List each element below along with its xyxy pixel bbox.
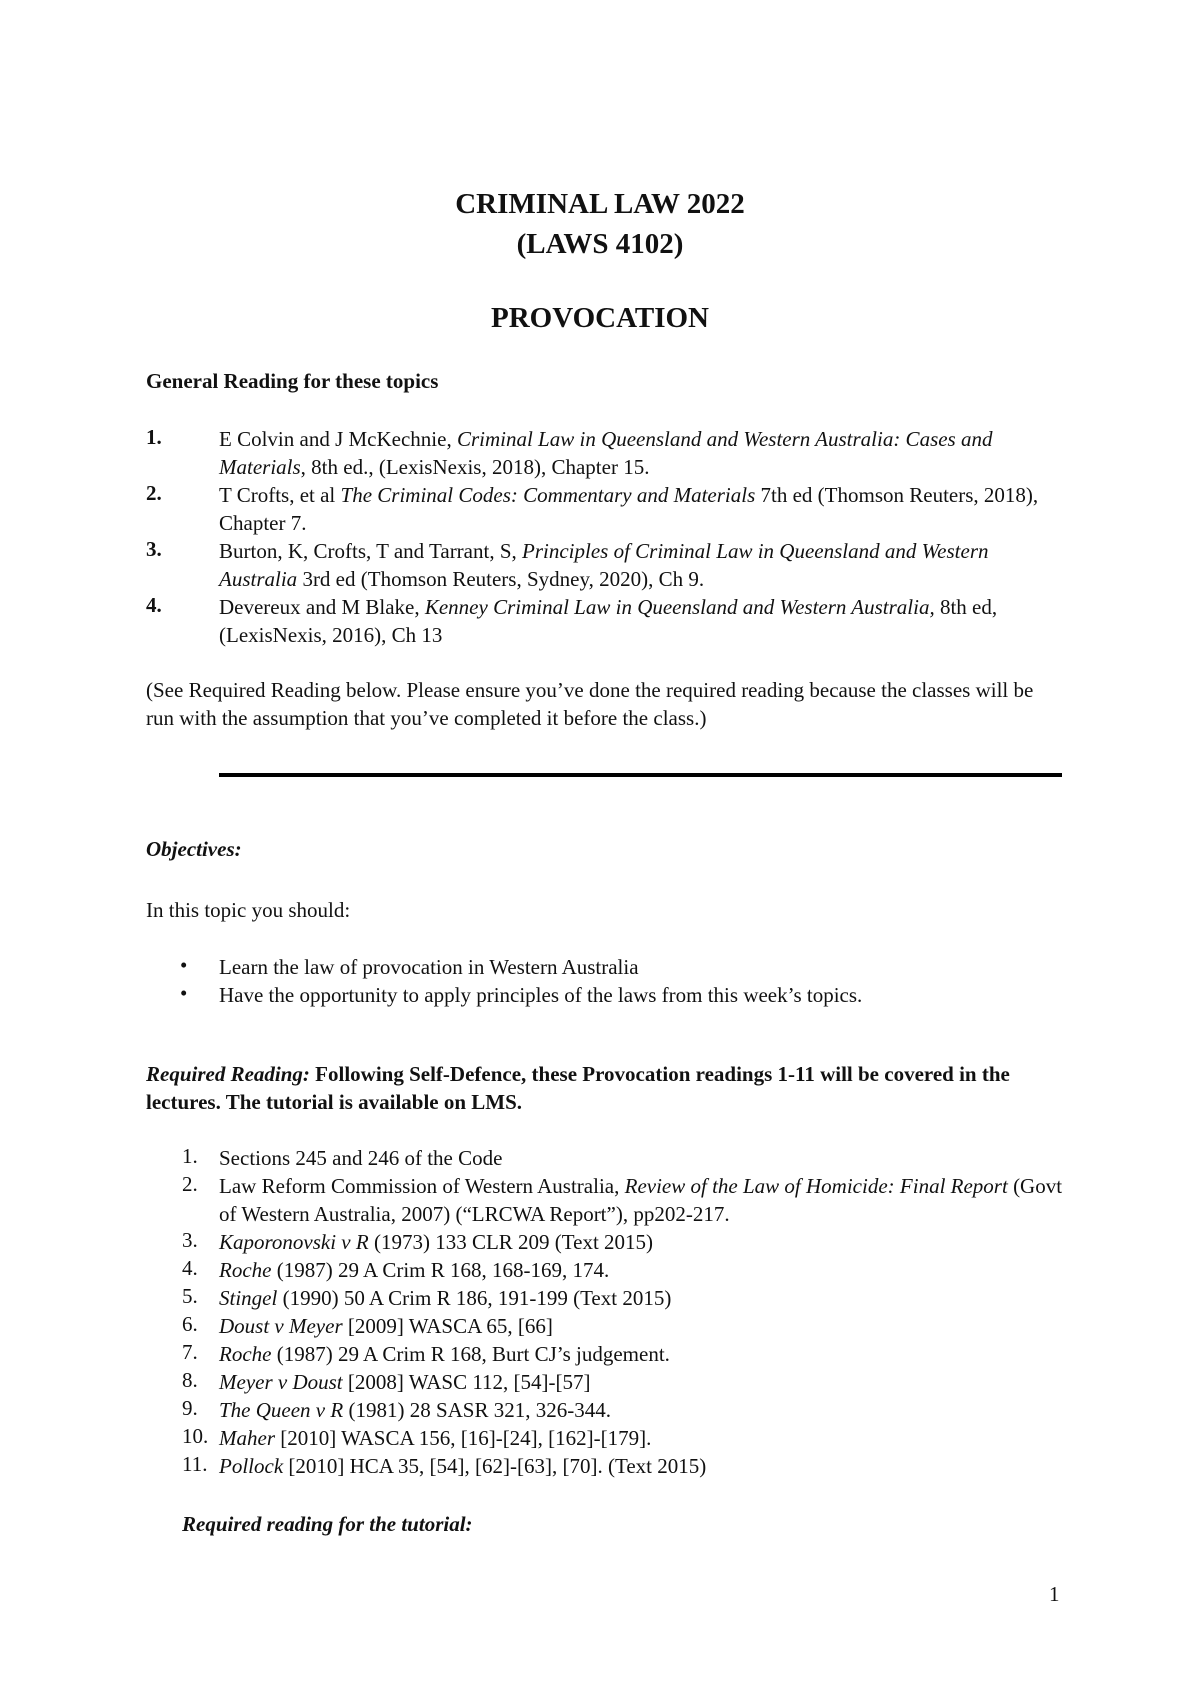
general-reading-item: T Crofts, et al The Criminal Codes: Commentary and Materials 7th ed (Thomson Reuters, 2018), Chapter 7.	[219, 483, 1039, 535]
general-reading-number: 2.	[146, 481, 162, 505]
required-reading-number: 2.	[182, 1172, 198, 1196]
objectives-heading: Objectives:	[146, 837, 242, 861]
page-number: 1	[1049, 1582, 1060, 1606]
general-reading-heading: General Reading for these topics	[146, 369, 439, 393]
required-reading-item: Roche (1987) 29 A Crim R 168, Burt CJ’s judgement.	[219, 1342, 670, 1366]
required-reading-item: Meyer v Doust [2008] WASC 112, [54]-[57]	[219, 1370, 591, 1394]
bullet-icon: •	[180, 981, 188, 1005]
objective-item: Have the opportunity to apply principles of the laws from this week’s topics.	[219, 983, 863, 1007]
bullet-icon: •	[180, 953, 188, 977]
required-reading-item: Doust v Meyer [2009] WASCA 65, [66]	[219, 1314, 553, 1338]
required-reading-number: 7.	[182, 1340, 198, 1364]
title-block	[0, 184, 1200, 338]
required-reading-number: 10.	[182, 1424, 209, 1448]
general-reading-number: 4.	[146, 593, 162, 617]
required-reading-item: Law Reform Commission of Western Australia, Review of the Law of Homicide: Final Report (Govt of Western Australia, 2007) (“LRCWA Report”), pp202-217.	[219, 1174, 1063, 1226]
general-reading-number: 1.	[146, 425, 162, 449]
required-reading-item: Pollock [2010] HCA 35, [54], [62]-[63], [70]. (Text 2015)	[219, 1454, 707, 1478]
required-reading-number: 4.	[182, 1256, 198, 1280]
objective-item: Learn the law of provocation in Western Australia	[219, 955, 639, 979]
required-reading-item: Stingel (1990) 50 A Crim R 186, 191-199 (Text 2015)	[219, 1286, 672, 1310]
course-title: CRIMINAL LAW 2022	[455, 188, 745, 220]
required-reading-heading: Required Reading: Following Self-Defence, these Provocation readings 1-11 will be covered in the lectures. The tutorial is available on LMS.	[146, 1062, 1010, 1114]
required-reading-item: Maher [2010] WASCA 156, [16]-[24], [162]-[179].	[219, 1426, 652, 1450]
general-reading-item: Devereux and M Blake, Kenney Criminal Law in Queensland and Western Australia, 8th ed, (LexisNexis, 2016), Ch 13	[219, 595, 998, 647]
required-reading-number: 5.	[182, 1284, 198, 1308]
required-reading-number: 8.	[182, 1368, 198, 1392]
objectives-intro: In this topic you should:	[146, 898, 351, 922]
required-reading-item: The Queen v R (1981) 28 SASR 321, 326-344.	[219, 1398, 611, 1422]
tutorial-reading-heading: Required reading for the tutorial:	[182, 1512, 473, 1536]
general-reading-item: Burton, K, Crofts, T and Tarrant, S, Principles of Criminal Law in Queensland and Western Australia 3rd ed (Thomson Reuters, Sydney, 2020), Ch 9.	[219, 539, 989, 591]
horizontal-rule	[219, 773, 1062, 777]
general-reading-number: 3.	[146, 537, 162, 561]
required-reading-number: 1.	[182, 1144, 198, 1168]
reading-note: (See Required Reading below. Please ensure you’ve done the required reading because the classes will be run with the assumption that you’ve completed it before the class.)	[146, 678, 1034, 730]
required-reading-number: 3.	[182, 1228, 198, 1252]
required-reading-item: Sections 245 and 246 of the Code	[219, 1146, 503, 1170]
topic-title: PROVOCATION	[491, 302, 709, 334]
general-reading-item: E Colvin and J McKechnie, Criminal Law in Queensland and Western Australia: Cases and Materials, 8th ed., (LexisNexis, 2018), Chapter 15.	[219, 427, 993, 479]
course-code: (LAWS 4102)	[516, 228, 684, 260]
required-reading-item: Roche (1987) 29 A Crim R 168, 168-169, 174.	[219, 1258, 610, 1282]
required-reading-number: 9.	[182, 1396, 198, 1420]
required-reading-item: Kaporonovski v R (1973) 133 CLR 209 (Text 2015)	[219, 1230, 654, 1254]
required-reading-number: 6.	[182, 1312, 198, 1336]
required-reading-number: 11.	[182, 1452, 208, 1476]
